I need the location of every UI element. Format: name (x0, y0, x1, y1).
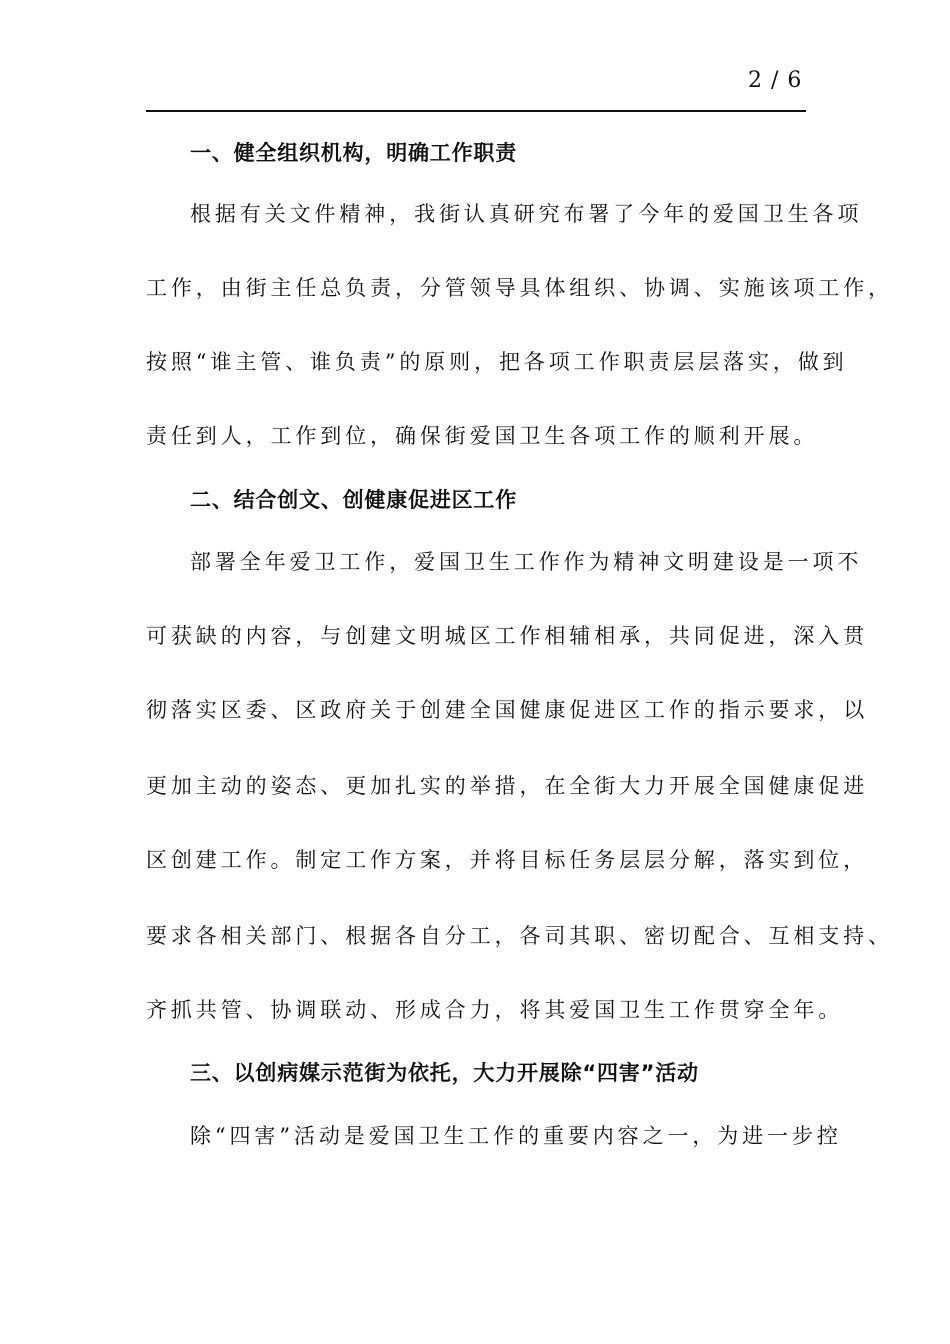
section-heading-1: 一、健全组织机构，明确工作职责 (190, 141, 517, 165)
paragraph-line: 工作，由街主任总负责，分管领导具体组织、协调、实施该项工作， (146, 276, 893, 300)
paragraph-line: 根据有关文件精神，我街认真研究布署了今年的爱国卫生各项 (190, 202, 863, 226)
header-rule (146, 110, 806, 112)
section-heading-3: 三、以创病媒示范街为依托，大力开展除“四害”活动 (190, 1061, 699, 1085)
paragraph-line: 更加主动的姿态、更加扎实的举措，在全街大力开展全国健康促进 (146, 774, 869, 798)
paragraph-line: 部署全年爱卫工作，爱国卫生工作作为精神文明建设是一项不 (190, 550, 863, 574)
paragraph-line: 要求各相关部门、根据各自分工，各司其职、密切配合、互相支持、 (146, 924, 893, 948)
page-number: 2 / 6 (748, 68, 803, 93)
paragraph-line: 彻落实区委、区政府关于创建全国健康促进区工作的指示要求，以 (146, 698, 869, 722)
paragraph-line: 责任到人，工作到位，确保街爱国卫生各项工作的顺利开展。 (146, 424, 819, 448)
paragraph-line: 齐抓共管、协调联动、形成合力，将其爱国卫生工作贯穿全年。 (146, 998, 844, 1022)
paragraph-line: 区创建工作。制定工作方案，并将目标任务层层分解，落实到位， (146, 848, 869, 872)
paragraph-line: 按照“谁主管、谁负责”的原则，把各项工作职责层层落实，做到 (146, 350, 848, 374)
paragraph-line: 除“四害”活动是爱国卫生工作的重要内容之一，为进一步控 (190, 1124, 842, 1148)
section-heading-2: 二、结合创文、创健康促进区工作 (190, 488, 517, 512)
paragraph-line: 可获缺的内容，与创建文明城区工作相辅相承，共同促进，深入贯 (146, 624, 869, 648)
